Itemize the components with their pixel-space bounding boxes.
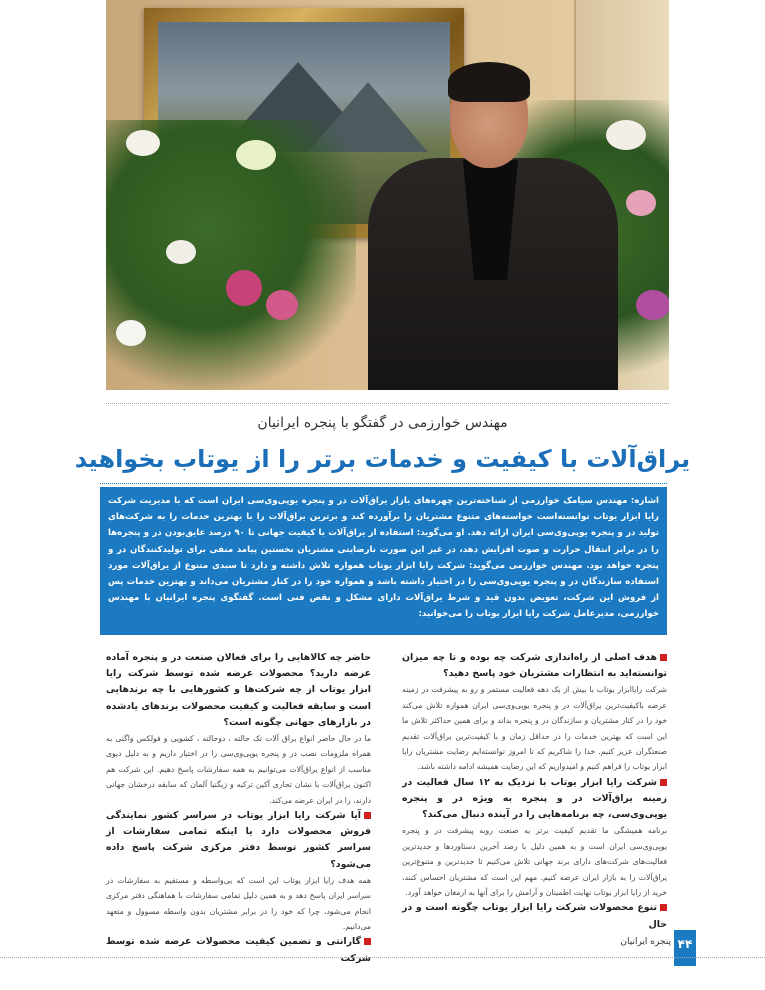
question-paragraph [106,650,371,731]
page-number: ۴۴ [674,930,696,966]
cover-photo [106,0,669,390]
paragraph-text: ما در حال حاضر انواع یراق آلات تک حالته ، دوحالته ، کشویی و فولکس واگنی به همراه ملزومات نصب در و پنجره یوپی‌وی‌سی را در اختیار داریم و به دلیل دیوی مناسب از انواع یراق‌آلات می‌توانیم به همه سفارشات پاسخ دهیم. این شرکت هم اکنون یراق‌آلات با نشان تجاری آکین ترکیه و زیگنیا آلمان که سابقه درخشان جهانی دارند، را در ایران عرضه می‌کند. [106,734,371,805]
article-title: یراق‌آلات با کیفیت و خدمات برتر را از یوتاب بخواهید [74,445,691,473]
question-paragraph [402,900,667,932]
paragraph-text: شرکت رایاابزار یوتاب با بیش از یک دهه فعالیت مستمر و رو به پیشرفت در زمینه عرضه باکیفیت‌ترین یراق‌آلات در و پنجره یوپی‌وی‌سی ایران همواره تلاش می‌کند خود را در کنار مشتریان و سازندگان در و پنجره بداند و برای همین حداکثر تلاش ما این است که بهترین خدمات را در حداقل زمان و با کیفیت‌ترین یراق‌آلات تقدیم صنعتگران عزیز کنیم. خدا را شاکریم که تا امروز توانسته‌ایم رضایت مشتریان رایا ابزار یوتاب را فراهم کنیم و امیدواریم که این رضایت همیشه ادامه داشته باشد. [402,685,667,772]
paragraph-text: هدف اصلی از راه‌اندازی شرکت چه بوده و تا چه میزان توانسته‌اید به انتظارات مشتریان خود پاسخ دهید؟ [402,652,667,680]
answer-paragraph [106,731,371,808]
flower-bouquet-left [106,120,356,390]
paragraph-text: برنامه همیشگی ما تقدیم کیفیت برتر به صنعت روبه پیشرفت در و پنجره یوپی‌وی‌سی ایران است و به همین دلیل با رصد آخرین دستاوردها و جدیدترین فعالیت‌های شرکت‌های دارای برند جهانی تلاش می‌کنیم تا جدیدترین و متنوع‌ترین یراق‌آلات را به بازار ایران عرضه کنیم. مهم این است که مشتریان احساس کنند، خرید از رایا ابزار یوتاب نهایت اطمینان و آرامش را برای آنها به ارمغان خواهد آورد. [402,826,667,898]
red-square-bullet-icon [364,938,371,945]
answer-paragraph [402,823,667,900]
text-column-left [106,650,371,967]
white-flower [116,320,146,346]
white-flower [236,140,276,170]
article-subtitle: مهندس خوارزمی در گفتگو با پنجره ایرانیان [257,415,508,431]
footer-divider [0,957,765,958]
paragraph-text: همه هدف رایا ابزار یوتاب این است که بی‌واسطه و مستقیم به سفارشات در سراسر ایران پاسخ دهد و به همین دلیل تمامی سفارشات با هماهنگی دفتر مرکزی انجام می‌شود، چرا که خود را در برابر مشتریان بدون واسطه مسوول و متعهد می‌دانیم. [106,875,371,932]
question-paragraph [402,775,667,824]
footer-magazine-name: پنجره ایرانیان [620,937,671,947]
paragraph-text: حاضر چه کالاهایی را برای فعالان صنعت در و پنجره آماده عرضه دارید؟ محصولات عرضه شده توسط شرکت رایا ابزار یوتاب از چه شرکت‌ها و کشورهایی با چه برندهایی است و سابقه فعالیت و کیفیت محصولات برندهای یادشده در بازارهای جهانی چگونه است؟ [106,652,371,728]
paragraph-text: تنوع محصولات شرکت رایا ابزار یوتاب چگونه است و در حال [402,902,667,930]
paragraph-text: شرکت رایا ابزار یوتاب با نزدیک به ۱۲ سال فعالیت در زمینه یراق‌آلات در و پنجره به ویژه در و پنجره یوپی‌وی‌سی، چه برنامه‌هایی را در آینده دنبال می‌کند؟ [402,776,667,821]
text-column-right [402,650,667,933]
paragraph-text: آیا شرکت رایا ابزار یوتاب در سراسر کشور نمایندگی فروش محصولات دارد یا اینکه تمامی سفارشات از سراسر کشور توسط دفتر مرکزی شرکت پاسخ داده می‌شود؟ [106,810,371,870]
answer-paragraph [402,682,667,774]
paragraph-text: گارانتی و تضمین کیفیت محصولات عرضه شده توسط شرکت [106,936,371,964]
red-square-bullet-icon [660,654,667,661]
red-square-bullet-icon [660,904,667,911]
intro-box: اشاره: مهندس سیامک خوارزمی از شناخته‌ترین چهره‌های بازار یراق‌آلات در و پنجره یوپی‌وی‌سی ایران است که با مدیریت شرکت رایا ابزار یوتاب توانسته‌است خواسته‌های متنوع مشتریان را برآورده کند و برترین یراق‌آلات را با بهترین خدمات را به شرکت‌های تولید در و پنجره یوپی‌وی‌سی ایران ارائه دهد. او می‌گوید: استفاده از یراق‌آلات با کیفیت جهانی تا ۹۰ درصد عایق‌بودن در و پنجره‌ها را در برابر انتقال حرارت و صوت افزایش دهد، در غیر این صورت نارضایتی مشتریان نخستین پیامد منفی برای تولیدکنندگان در و پنجره خواهد بود. مهندس خوارزمی می‌گوید: شرکت رایا ابزار یوتاب همواره تلاش داشته و دارد تا سبدی متنوع از یراق‌آلات مورد استفاده سازندگان در و پنجره یوپی‌وی‌سی را در اختیار داشته باشد و همواره خود را در کنار مشتریان می‌داند و بهترین خدمات پس از فروش این شرکت، تعویض بدون قید و شرط یراق‌آلات دارای مشکل و نقص فنی است. گفتگوی پنجره ایرانیان با مهندس خوارزمی، مدیرعامل شرکت رایا ابزار یوتاب را می‌خوانید: [100,487,667,635]
white-flower [126,130,160,156]
pink-flower [626,190,656,216]
white-flower [166,240,196,264]
purple-flower [636,290,669,320]
red-square-bullet-icon [660,779,667,786]
pink-lily [226,270,262,306]
question-paragraph [106,934,371,966]
answer-paragraph [106,873,371,935]
interviewee-portrait [368,62,618,390]
question-paragraph [402,650,667,682]
red-square-bullet-icon [364,812,371,819]
question-paragraph [106,808,371,873]
intro-divider [100,483,667,484]
divider [106,403,669,404]
hair [448,62,530,102]
pink-lily [266,290,298,320]
